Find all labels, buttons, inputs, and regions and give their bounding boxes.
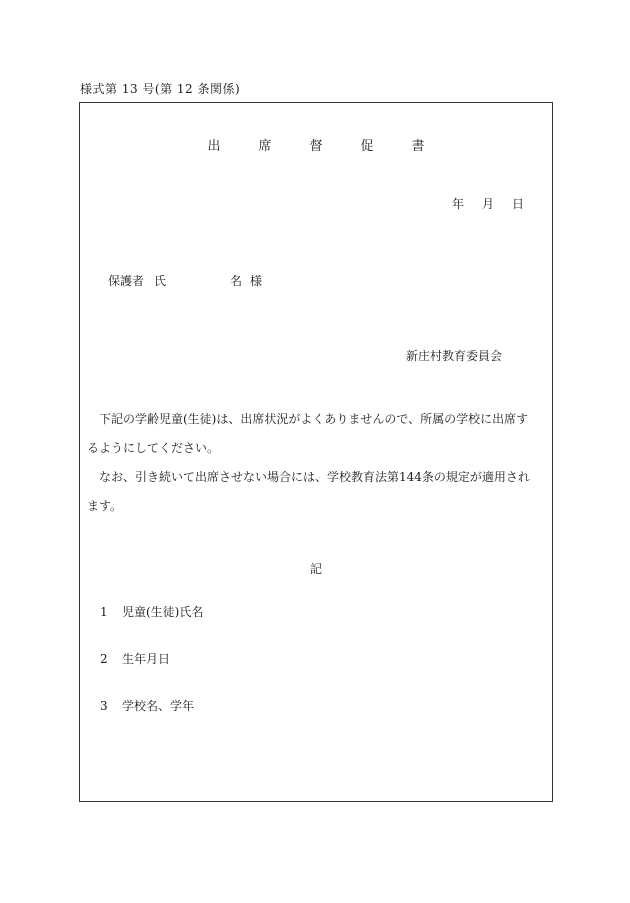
recipient-line	[108, 272, 262, 289]
document-title	[80, 135, 552, 154]
date-year: 年	[451, 197, 464, 211]
date-line	[438, 195, 524, 212]
body-paragraph-1: 下記の学齢児童(生徒)は、出席状況がよくありませんので、所属の学校に出席するようにしてください。	[87, 412, 529, 455]
surname-label: 氏	[154, 274, 167, 288]
item-label: 生年月日	[122, 652, 171, 666]
title-char: 督	[309, 139, 323, 154]
item-number: 2	[100, 652, 108, 666]
item-number: 1	[100, 605, 108, 619]
list-item	[100, 697, 203, 744]
date-day: 日	[511, 197, 524, 211]
list-item	[100, 603, 203, 650]
title-char: 席	[258, 139, 272, 154]
sender: 新庄村教育委員会	[405, 349, 502, 363]
date-month: 月	[481, 197, 494, 211]
item-number: 3	[100, 699, 108, 713]
list-item	[100, 650, 203, 697]
note-label: 記	[309, 562, 322, 576]
item-label: 児童(生徒)氏名	[122, 605, 204, 619]
name-label: 名	[230, 274, 243, 288]
body-text	[87, 405, 540, 521]
items-list	[100, 603, 203, 744]
body-paragraph-2: なお、引き続いて出席させない場合には、学校教育法第144条の規定が適用されます。	[87, 470, 530, 513]
document-frame	[79, 102, 553, 802]
form-number: 様式第 13 号(第 12 条関係)	[80, 82, 241, 96]
title-char: 書	[411, 139, 425, 154]
title-char: 出	[207, 139, 221, 154]
honorific: 様	[250, 274, 263, 288]
guardian-label: 保護者	[108, 274, 145, 288]
title-char: 促	[360, 139, 374, 154]
item-label: 学校名、学年	[122, 699, 195, 713]
